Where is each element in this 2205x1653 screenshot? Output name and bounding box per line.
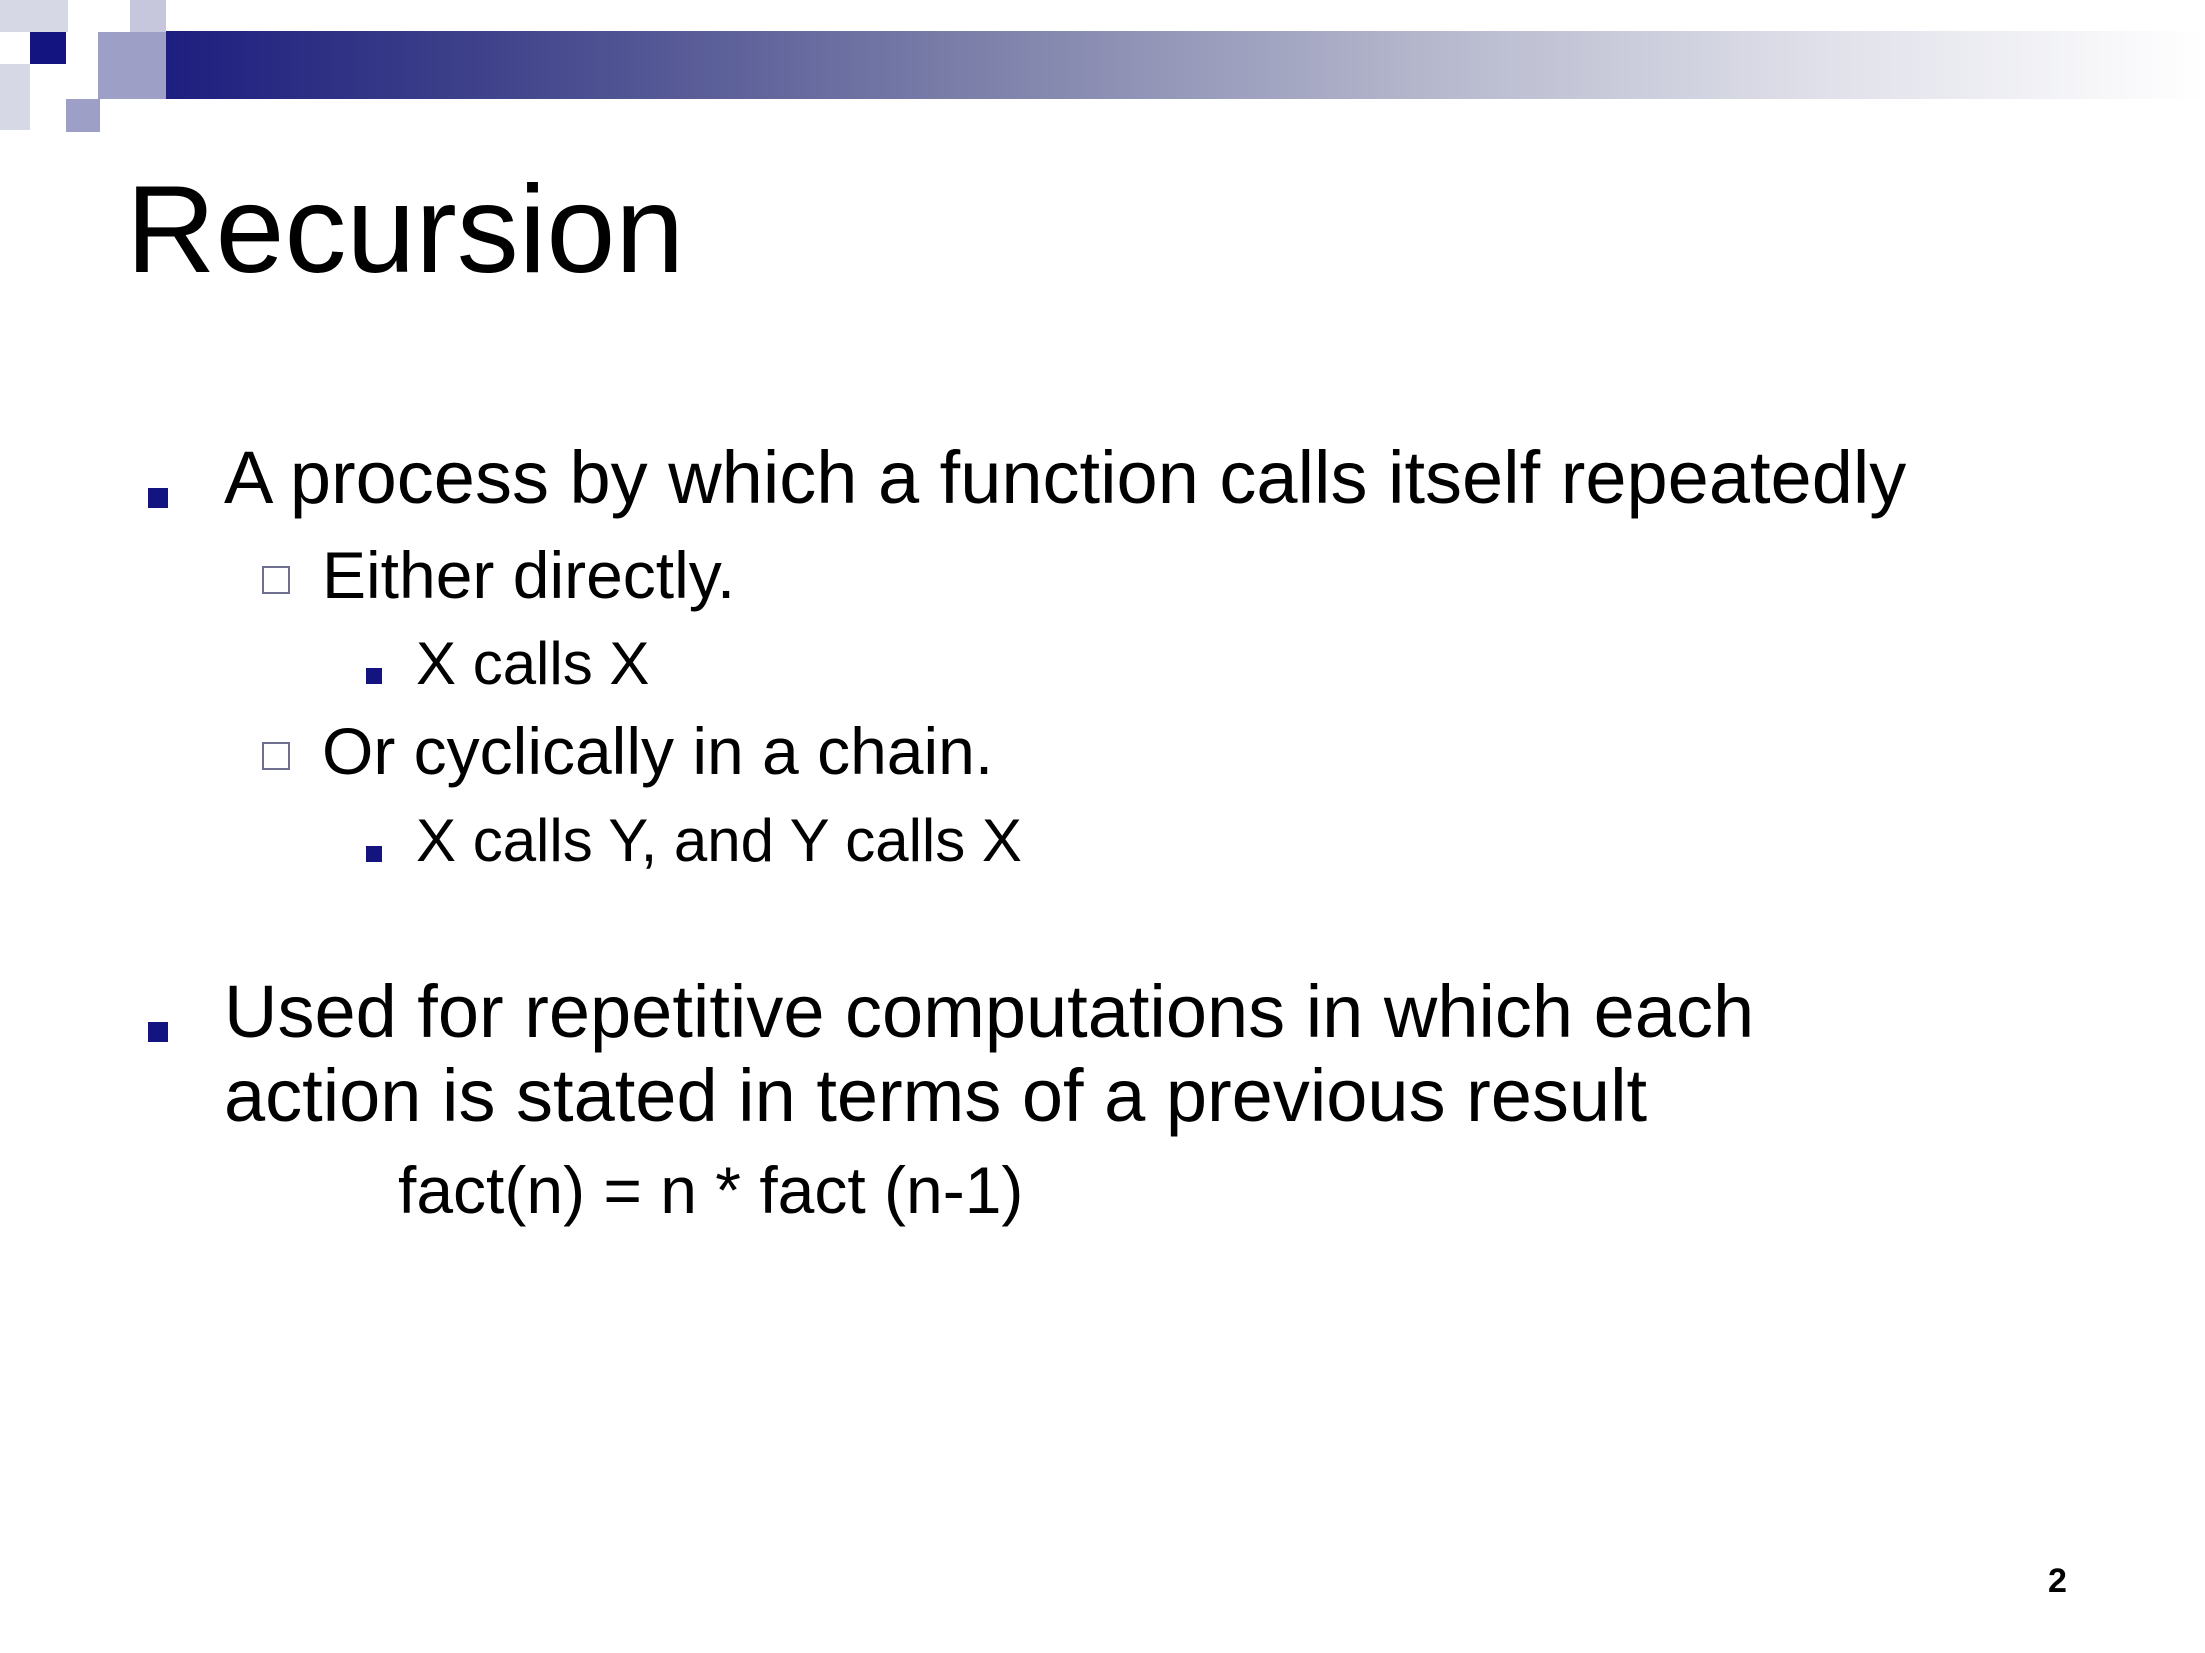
decorative-square bbox=[0, 64, 30, 130]
sub-bullet-text: Or cyclically in a chain. bbox=[322, 714, 994, 788]
bullet-square-icon bbox=[148, 488, 168, 508]
bullet-square-icon bbox=[366, 668, 382, 684]
bullet-text-line1: Used for repetitive computations in which each bbox=[224, 970, 1755, 1053]
slide-title: Recursion bbox=[126, 161, 685, 299]
sub-sub-bullet-text: X calls X bbox=[416, 630, 650, 697]
decorative-square bbox=[66, 99, 100, 132]
decorative-square bbox=[0, 0, 68, 32]
sub-sub-bullet-text: X calls Y, and Y calls X bbox=[416, 807, 1022, 874]
bullet-square-icon bbox=[366, 846, 382, 862]
hollow-bullet-square-icon bbox=[262, 742, 290, 770]
page-number: 2 bbox=[2048, 1562, 2067, 1600]
decorative-square bbox=[30, 32, 66, 64]
bullet-text-line2: action is stated in terms of a previous result bbox=[224, 1054, 1648, 1137]
bullet-text: A process by which a function calls itself repeatedly bbox=[224, 436, 1907, 519]
hollow-bullet-square-icon bbox=[262, 566, 290, 594]
sub-bullet-text: Either directly. bbox=[322, 538, 736, 612]
header-gradient-band bbox=[130, 31, 2205, 99]
bullet-square-icon bbox=[148, 1022, 168, 1042]
decorative-square bbox=[130, 0, 166, 32]
factorial-formula: fact(n) = n * fact (n-1) bbox=[398, 1153, 1024, 1227]
decorative-square bbox=[98, 32, 166, 99]
